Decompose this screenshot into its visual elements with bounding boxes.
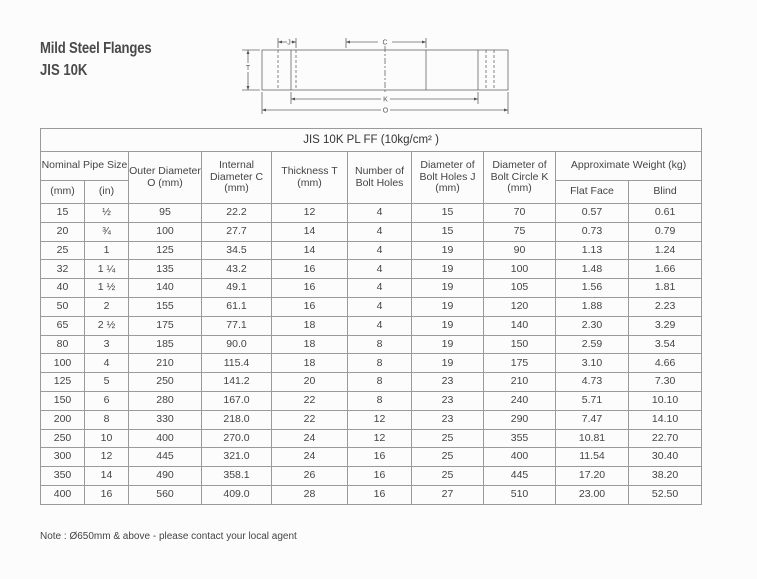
cell-weight-flat-face: 1.56: [556, 279, 629, 298]
cell-bolt-circle: 355: [484, 429, 556, 448]
cell-bolt-holes: 16: [348, 467, 412, 486]
cell-nominal-mm: 400: [41, 485, 85, 504]
cell-outer-diameter: 100: [129, 222, 202, 241]
cell-nominal-in: 14: [85, 467, 129, 486]
cell-bolt-hole-diameter: 19: [412, 297, 484, 316]
cell-nominal-mm: 150: [41, 391, 85, 410]
header-in: (in): [85, 181, 129, 204]
cell-internal-diameter: 218.0: [202, 410, 272, 429]
cell-nominal-in: 6: [85, 391, 129, 410]
cell-thickness: 18: [272, 354, 348, 373]
cell-bolt-circle: 445: [484, 467, 556, 486]
header-internal-diameter: Internal Diameter C (mm): [202, 152, 272, 204]
cell-outer-diameter: 175: [129, 316, 202, 335]
cell-nominal-mm: 15: [41, 204, 85, 223]
cell-nominal-mm: 65: [41, 316, 85, 335]
cell-internal-diameter: 22.2: [202, 204, 272, 223]
cell-nominal-in: 10: [85, 429, 129, 448]
cell-bolt-circle: 400: [484, 448, 556, 467]
cell-thickness: 26: [272, 467, 348, 486]
cell-bolt-hole-diameter: 19: [412, 316, 484, 335]
cell-bolt-hole-diameter: 25: [412, 467, 484, 486]
cell-outer-diameter: 210: [129, 354, 202, 373]
cell-bolt-circle: 75: [484, 222, 556, 241]
cell-weight-flat-face: 5.71: [556, 391, 629, 410]
cell-bolt-hole-diameter: 25: [412, 448, 484, 467]
table-row: [41, 429, 702, 448]
cell-thickness: 28: [272, 485, 348, 504]
table-row: [41, 260, 702, 279]
cell-thickness: 16: [272, 260, 348, 279]
cell-thickness: 24: [272, 448, 348, 467]
cell-internal-diameter: 90.0: [202, 335, 272, 354]
cell-nominal-in: 16: [85, 485, 129, 504]
table-row: [41, 485, 702, 504]
cell-nominal-mm: 100: [41, 354, 85, 373]
cell-weight-blind: 10.10: [629, 391, 702, 410]
header-number-of-bolt-holes: Number of Bolt Holes: [348, 152, 412, 204]
cell-bolt-circle: 100: [484, 260, 556, 279]
cell-outer-diameter: 280: [129, 391, 202, 410]
cell-bolt-hole-diameter: 23: [412, 373, 484, 392]
cell-nominal-in: 5: [85, 373, 129, 392]
cell-weight-flat-face: 3.10: [556, 354, 629, 373]
cell-bolt-holes: 16: [348, 448, 412, 467]
cell-thickness: 18: [272, 335, 348, 354]
cell-thickness: 14: [272, 241, 348, 260]
cell-outer-diameter: 185: [129, 335, 202, 354]
cell-nominal-in: ½: [85, 204, 129, 223]
cell-internal-diameter: 141.2: [202, 373, 272, 392]
cell-outer-diameter: 445: [129, 448, 202, 467]
cell-bolt-holes: 8: [348, 391, 412, 410]
cell-weight-blind: 1.81: [629, 279, 702, 298]
header-mm: (mm): [41, 181, 85, 204]
cell-outer-diameter: 330: [129, 410, 202, 429]
cell-outer-diameter: 250: [129, 373, 202, 392]
cell-bolt-holes: 4: [348, 241, 412, 260]
cell-internal-diameter: 409.0: [202, 485, 272, 504]
cell-internal-diameter: 115.4: [202, 354, 272, 373]
cell-nominal-in: 2: [85, 297, 129, 316]
cell-nominal-mm: 350: [41, 467, 85, 486]
cell-bolt-circle: 120: [484, 297, 556, 316]
cell-weight-flat-face: 0.57: [556, 204, 629, 223]
cell-bolt-circle: 510: [484, 485, 556, 504]
cell-bolt-holes: 4: [348, 297, 412, 316]
cell-bolt-hole-diameter: 27: [412, 485, 484, 504]
cell-bolt-circle: 90: [484, 241, 556, 260]
cell-bolt-circle: 150: [484, 335, 556, 354]
cell-nominal-mm: 25: [41, 241, 85, 260]
cell-bolt-holes: 4: [348, 260, 412, 279]
cell-thickness: 24: [272, 429, 348, 448]
cell-bolt-circle: 105: [484, 279, 556, 298]
cell-bolt-hole-diameter: 19: [412, 241, 484, 260]
cell-outer-diameter: 400: [129, 429, 202, 448]
cell-weight-flat-face: 11.54: [556, 448, 629, 467]
cell-bolt-circle: 175: [484, 354, 556, 373]
cell-weight-blind: 1.24: [629, 241, 702, 260]
cell-nominal-mm: 32: [41, 260, 85, 279]
cell-nominal-mm: 80: [41, 335, 85, 354]
cell-bolt-holes: 8: [348, 354, 412, 373]
cell-weight-blind: 4.66: [629, 354, 702, 373]
table-row: [41, 354, 702, 373]
cell-bolt-holes: 4: [348, 279, 412, 298]
cell-internal-diameter: 61.1: [202, 297, 272, 316]
cell-nominal-in: 2 ½: [85, 316, 129, 335]
cell-bolt-hole-diameter: 19: [412, 354, 484, 373]
table-body: [41, 204, 702, 505]
table-row: [41, 373, 702, 392]
cell-weight-blind: 3.29: [629, 316, 702, 335]
cell-internal-diameter: 43.2: [202, 260, 272, 279]
cell-thickness: 18: [272, 316, 348, 335]
header-bolt-circle-diameter: Diameter of Bolt Circle K (mm): [484, 152, 556, 204]
cell-weight-flat-face: 23.00: [556, 485, 629, 504]
cell-weight-flat-face: 1.88: [556, 297, 629, 316]
table-caption: JIS 10K PL FF (10kg/cm² ): [41, 129, 702, 152]
header-blind: Blind: [629, 181, 702, 204]
dim-label-k: K: [383, 96, 388, 104]
cell-bolt-circle: 140: [484, 316, 556, 335]
cell-bolt-hole-diameter: 15: [412, 204, 484, 223]
cell-outer-diameter: 140: [129, 279, 202, 298]
cell-weight-blind: 52.50: [629, 485, 702, 504]
cell-nominal-in: 1 ½: [85, 279, 129, 298]
header-flat-face: Flat Face: [556, 181, 629, 204]
cell-nominal-in: 1: [85, 241, 129, 260]
cell-weight-blind: 0.79: [629, 222, 702, 241]
table-row: [41, 204, 702, 223]
cell-nominal-mm: 250: [41, 429, 85, 448]
cell-internal-diameter: 167.0: [202, 391, 272, 410]
cell-outer-diameter: 560: [129, 485, 202, 504]
cell-bolt-hole-diameter: 23: [412, 410, 484, 429]
cell-nominal-in: 3: [85, 335, 129, 354]
cell-thickness: 20: [272, 373, 348, 392]
document-title: [40, 40, 176, 80]
cell-thickness: 16: [272, 279, 348, 298]
cell-outer-diameter: 135: [129, 260, 202, 279]
cell-nominal-in: 4: [85, 354, 129, 373]
cell-bolt-holes: 4: [348, 204, 412, 223]
table-row: [41, 467, 702, 486]
header-thickness: Thickness T (mm): [272, 152, 348, 204]
cell-weight-blind: 30.40: [629, 448, 702, 467]
dim-label-t: T: [245, 65, 251, 72]
cell-weight-blind: 2.23: [629, 297, 702, 316]
cell-weight-flat-face: 1.48: [556, 260, 629, 279]
cell-bolt-hole-diameter: 25: [412, 429, 484, 448]
table-row: [41, 297, 702, 316]
cell-nominal-mm: 20: [41, 222, 85, 241]
table-row: [41, 410, 702, 429]
cell-nominal-mm: 50: [41, 297, 85, 316]
cell-weight-blind: 22.70: [629, 429, 702, 448]
cell-bolt-circle: 240: [484, 391, 556, 410]
cell-weight-flat-face: 7.47: [556, 410, 629, 429]
cell-nominal-in: 8: [85, 410, 129, 429]
cell-bolt-holes: 8: [348, 335, 412, 354]
table-row: [41, 222, 702, 241]
cell-outer-diameter: 155: [129, 297, 202, 316]
cell-nominal-mm: 125: [41, 373, 85, 392]
title-line-2: JIS 10K: [40, 62, 88, 79]
table-row: [41, 391, 702, 410]
dim-label-j: J: [287, 39, 291, 47]
cell-thickness: 22: [272, 391, 348, 410]
dim-label-o: O: [382, 107, 389, 115]
cell-bolt-holes: 4: [348, 222, 412, 241]
cell-thickness: 22: [272, 410, 348, 429]
cell-weight-blind: 14.10: [629, 410, 702, 429]
header-outer-diameter: Outer Diameter O (mm): [129, 152, 202, 204]
dim-label-c: C: [382, 39, 388, 47]
table-row: [41, 448, 702, 467]
flange-spec-table: [40, 128, 702, 505]
cell-nominal-mm: 200: [41, 410, 85, 429]
flange-drawing: [238, 32, 513, 118]
cell-weight-flat-face: 0.73: [556, 222, 629, 241]
cell-bolt-holes: 12: [348, 429, 412, 448]
cell-weight-flat-face: 1.13: [556, 241, 629, 260]
cell-thickness: 16: [272, 297, 348, 316]
cell-weight-blind: 3.54: [629, 335, 702, 354]
cell-bolt-holes: 4: [348, 316, 412, 335]
cell-bolt-hole-diameter: 19: [412, 335, 484, 354]
cell-outer-diameter: 125: [129, 241, 202, 260]
cell-internal-diameter: 270.0: [202, 429, 272, 448]
cell-bolt-holes: 8: [348, 373, 412, 392]
table-row: [41, 316, 702, 335]
cell-internal-diameter: 321.0: [202, 448, 272, 467]
cell-bolt-hole-diameter: 19: [412, 279, 484, 298]
cell-bolt-circle: 70: [484, 204, 556, 223]
cell-bolt-hole-diameter: 15: [412, 222, 484, 241]
cell-thickness: 12: [272, 204, 348, 223]
cell-internal-diameter: 77.1: [202, 316, 272, 335]
cell-nominal-in: 1 ¼: [85, 260, 129, 279]
cell-nominal-in: ¾: [85, 222, 129, 241]
cell-weight-blind: 7.30: [629, 373, 702, 392]
cell-internal-diameter: 27.7: [202, 222, 272, 241]
cell-nominal-in: 12: [85, 448, 129, 467]
cell-bolt-holes: 12: [348, 410, 412, 429]
cell-nominal-mm: 300: [41, 448, 85, 467]
cell-internal-diameter: 34.5: [202, 241, 272, 260]
cell-weight-flat-face: 2.30: [556, 316, 629, 335]
table-row: [41, 241, 702, 260]
table-row: [41, 335, 702, 354]
cell-weight-blind: 38.20: [629, 467, 702, 486]
cell-internal-diameter: 49.1: [202, 279, 272, 298]
cell-bolt-holes: 16: [348, 485, 412, 504]
cell-outer-diameter: 95: [129, 204, 202, 223]
cell-weight-flat-face: 2.59: [556, 335, 629, 354]
footnote: Note : Ø650mm & above - please contact your local agent: [40, 531, 297, 542]
cell-weight-flat-face: 4.73: [556, 373, 629, 392]
cell-internal-diameter: 358.1: [202, 467, 272, 486]
header-approximate-weight: Approximate Weight (kg): [556, 152, 702, 181]
cell-outer-diameter: 490: [129, 467, 202, 486]
cell-nominal-mm: 40: [41, 279, 85, 298]
cell-weight-blind: 1.66: [629, 260, 702, 279]
cell-bolt-circle: 210: [484, 373, 556, 392]
table-row: [41, 279, 702, 298]
cell-weight-blind: 0.61: [629, 204, 702, 223]
cell-bolt-hole-diameter: 23: [412, 391, 484, 410]
header-bolt-hole-diameter: Diameter of Bolt Holes J (mm): [412, 152, 484, 204]
flange-dimension-diagram: [238, 32, 513, 118]
cell-bolt-hole-diameter: 19: [412, 260, 484, 279]
cell-weight-flat-face: 17.20: [556, 467, 629, 486]
cell-bolt-circle: 290: [484, 410, 556, 429]
title-line-1: Mild Steel Flanges: [40, 40, 152, 57]
cell-thickness: 14: [272, 222, 348, 241]
cell-weight-flat-face: 10.81: [556, 429, 629, 448]
header-nominal-pipe-size: Nominal Pipe Size: [41, 152, 129, 181]
